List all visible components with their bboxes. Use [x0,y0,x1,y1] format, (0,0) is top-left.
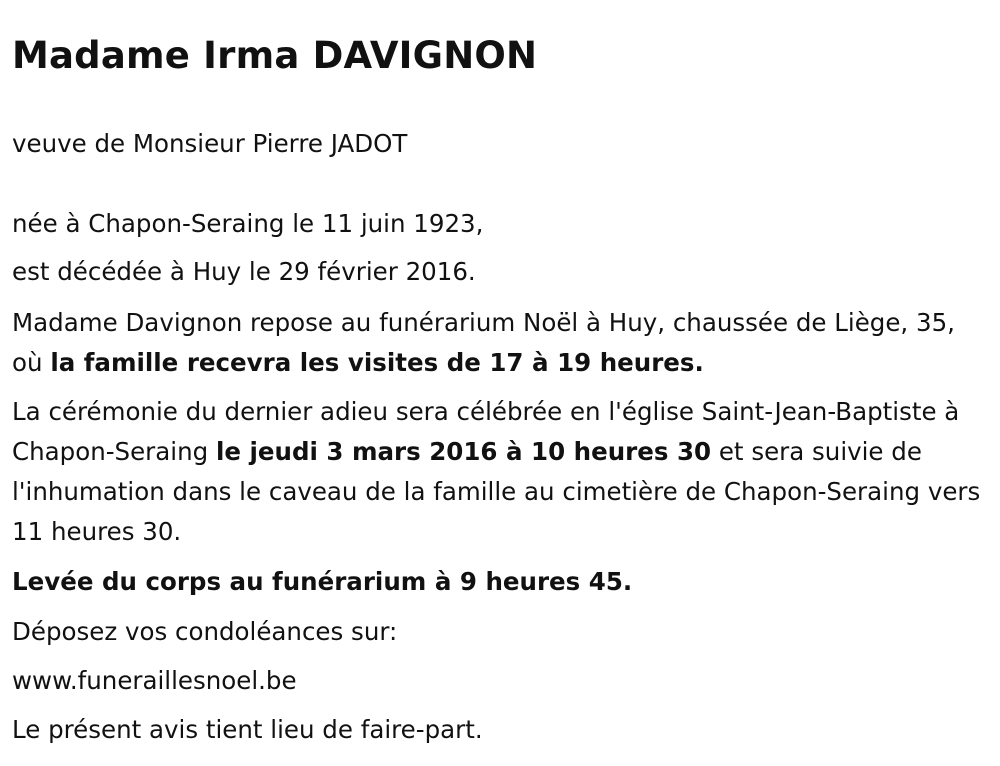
funeral-home-paragraph [12,303,987,383]
page-title: Madame Irma DAVIGNON [12,34,538,77]
website-link[interactable]: www.funeraillesnoel.be [12,666,297,695]
levee-text: Levée du corps au funérarium à 9 heures 45. [12,567,633,596]
funeral-home-text: Madame Davignon repose au funérarium Noël à Huy, chaussée de Liège, 35, où [12,308,955,377]
burial-text: et sera suivie de l'inhumation dans le caveau de la famille au cimetière de Chapon-Seraing vers 11 heures 30. [12,437,981,546]
birth-text: née à Chapon-Seraing le 11 juin 1923, [12,209,484,238]
ceremony-location-text: La cérémonie du dernier adieu sera célébrée en l'église Saint-Jean-Baptiste à Chapon-Seraing [12,397,960,466]
notice-text: Le présent avis tient lieu de faire-part. [12,715,483,744]
ceremony-paragraph [12,392,987,552]
condolences-label: Déposez vos condoléances sur: [12,617,398,646]
visiting-hours-text: la famille recevra les visites de 17 à 19 heures. [50,348,704,377]
levee-paragraph [12,562,987,602]
death-text: est décédée à Huy le 29 février 2016. [12,257,476,286]
widow-of-text: veuve de Monsieur Pierre JADOT [12,129,408,158]
ceremony-date-text: le jeudi 3 mars 2016 à 10 heures 30 [215,437,712,466]
